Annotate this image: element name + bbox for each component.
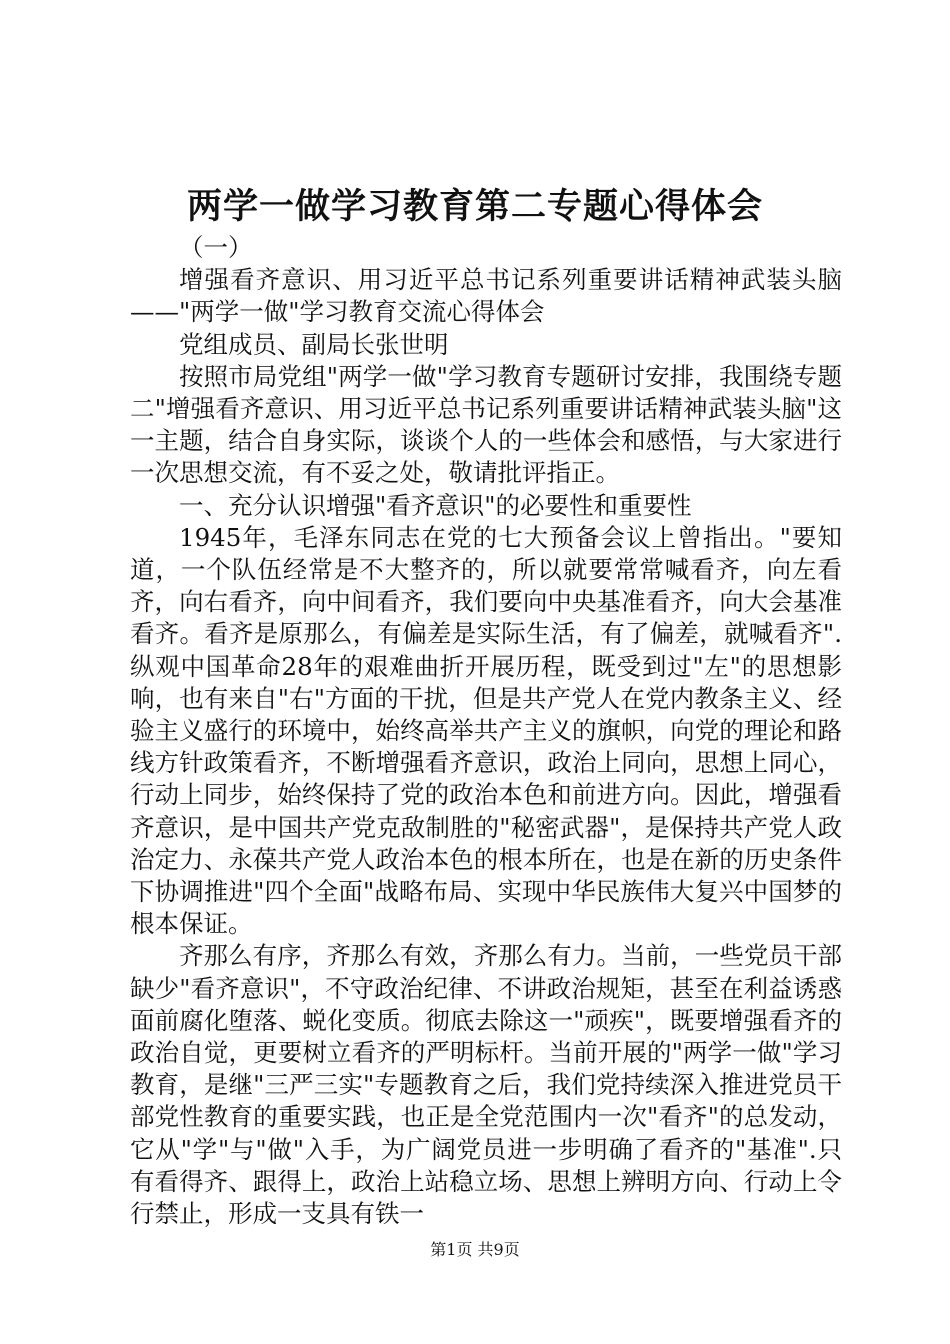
paragraph-subtitle-number: （一） [179, 233, 253, 262]
paragraph-author: 党组成员、副局长张世明 [179, 329, 449, 359]
paragraph-subtitle: 增强看齐意识、用习近平总书记系列重要讲话精神武装头脑——"两学一做"学习教育交流心得体会 [130, 265, 842, 327]
page-number-footer: 第1页 共9页 [430, 1240, 520, 1259]
section-heading: 一、充分认识增强"看齐意识"的必要性和重要性 [179, 490, 692, 520]
paragraph-body: 齐那么有序，齐那么有效，齐那么有力。当前，一些党员干部缺少"看齐意识"，不守政治纪律、不讲政治规矩，甚至在利益诱惑面前腐化堕落、蜕化变质。彻底去除这一"顽疾"，既要增强看齐的政治自觉，更要树立看齐的严明标杆。当前开展的"两学一做"学习教育，是继"三严三实"专题教育之后，我们党持续深入推进党员干部党性教育的重要实践，也正是全党范围内一次"看齐"的总发动，它从"学"与"做"入手，为广阔党员进一步明确了看齐的"基准".只有看得齐、跟得上，政治上站稳立场、思想上辨明方向、行动上令行禁止，形成一支具有铁一 [130, 941, 842, 1229]
document-title: 两学一做学习教育第二专题心得体会 [186, 187, 763, 227]
paragraph-body: 1945年，毛泽东同志在党的七大预备会议上曾指出。"要知道，一个队伍经常是不大整齐的，所以就要常常喊看齐，向左看齐，向右看齐，向中间看齐，我们要向中央基准看齐，向大会基准看齐。看齐是原那么，有偏差是实际生活，有了偏差，就喊看齐".纵观中国革命28年的艰难曲折开展历程，既受到过"左"的思想影响，也有来自"右"方面的干扰，但是共产党人在党内教条主义、经验主义盛行的环境中，始终高举共产主义的旗帜，向党的理论和路线方针政策看齐，不断增强看齐意识，政治上同向，思想上同心，行动上同步，始终保持了党的政治本色和前进方向。因此，增强看齐意识，是中国共产党克敌制胜的"秘密武器"，是保持共产党人政治定力、永葆共产党人政治本色的根本所在，也是在新的历史条件下协调推进"四个全面"战略布局、实现中华民族伟大复兴中国梦的根本保证。 [130, 522, 842, 939]
paragraph-intro: 按照市局党组"两学一做"学习教育专题研讨安排，我围绕专题二"增强看齐意识、用习近平总书记系列重要讲话精神武装头脑"这一主题，结合自身实际，谈谈个人的一些体会和感悟，与大家进行一次思想交流，有不妥之处，敬请批评指正。 [130, 361, 842, 488]
document-body [130, 232, 842, 1230]
